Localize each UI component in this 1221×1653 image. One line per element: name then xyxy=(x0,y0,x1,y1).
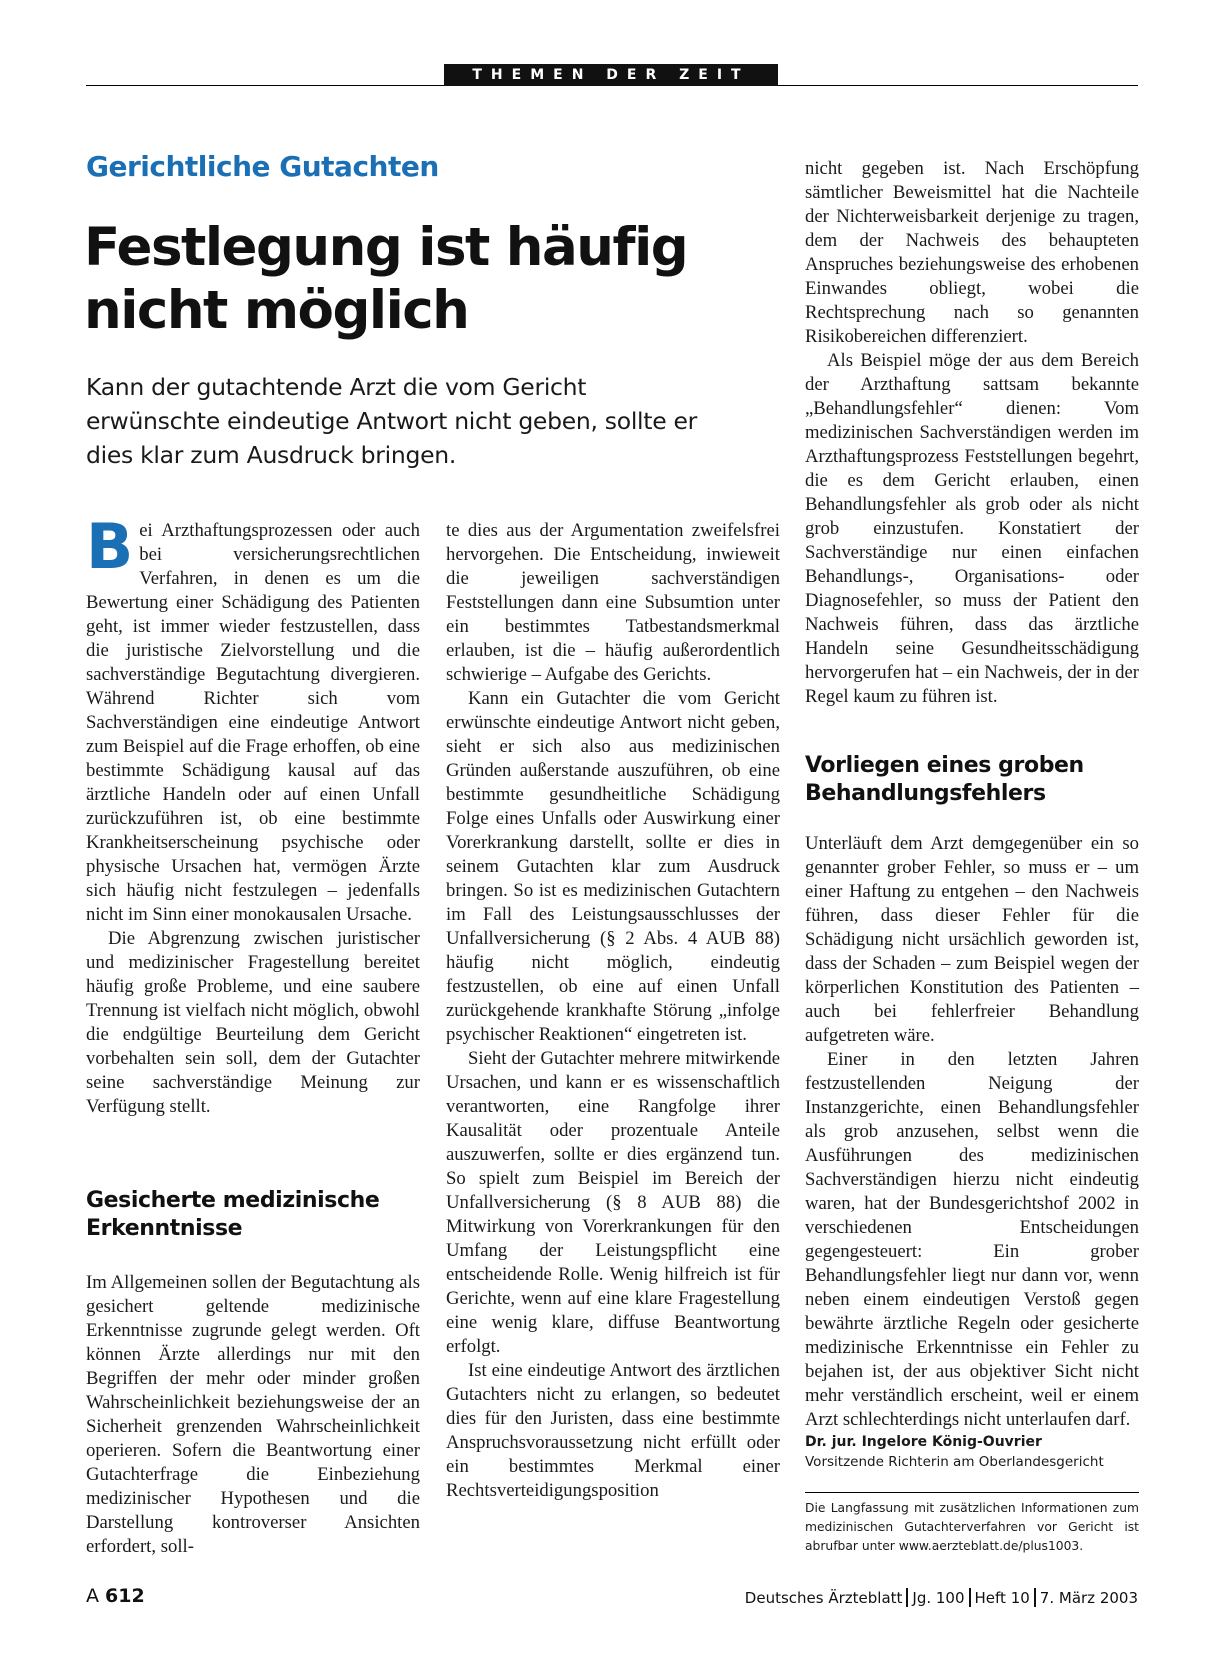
paragraph xyxy=(86,510,420,927)
paragraph: Ist eine eindeutige Antwort des ärztlichen Gutachters nicht zu erlangen, so bedeutet dies für den Juristen, dass eine bestimmte Anspruchsvoraussetzung nicht erfüllt oder ein bestimmtes Merkmal einer Rechtsverteidigungsposition xyxy=(446,1360,780,1501)
subheading-2: Vorliegen eines groben Behandlungsfehlers xyxy=(805,753,1084,806)
article-kicker: Gerichtliche Gutachten xyxy=(86,150,439,183)
subheading-1: Gesicherte medizinische Erkenntnisse xyxy=(86,1188,380,1241)
journal-issue: Heft 10 xyxy=(974,1589,1030,1607)
paragraph: Kann ein Gutachter die vom Gericht erwünschte eindeutige Antwort nicht geben, sieht er sich also aus medizinischen Gründen außerstande auszuführen, ob eine bestimmte gesundheitliche Schädigung Folge eines Unfalls oder Auswirkung einer Vorerkrankung darstellt, sollte er dies in seinem Gutachten klar zum Ausdruck bringen. So ist es medizinischen Gutachtern im Fall des Leistungsausschlusses der Unfallversicherung (§ 2 Abs. 4 AUB 88) häufig nicht möglich, eindeutig festzustellen, ob eine auf einen Unfall zurückgehende krankhafte Störung „infolge psychischer Reaktionen“ eingetreten ist. xyxy=(446,688,780,1045)
page-number-value: 612 xyxy=(105,1585,145,1607)
article-lead: Kann der gutachtende Arzt die vom Gericht erwünschte eindeutige Antwort nicht geben, sollte er dies klar zum Ausdruck bringen. xyxy=(86,373,698,469)
page-prefix: A xyxy=(86,1585,99,1607)
paragraph: Sieht der Gutachter mehrere mitwirkende Ursachen, und kann er es wissenschaftlich verantworten, eine Rangfolge ihrer Kausalität oder prozentuale Anteile auszuwerfen, sollte er dies ergänzend tun. So spielt zum Beispiel im Bereich der Unfallversicherung (§ 8 AUB 88) die Mitwirkung von Vorerkrankungen für den Umfang der Leistungspflicht eine entscheidende Rolle. Wenig hilfreich ist für Gerichte, wenn auf eine klare Fragestellung eine wenig klare, diffuse Beantwortung erfolgt. xyxy=(446,1048,780,1357)
column-1-continued xyxy=(86,1271,420,1559)
drop-cap: B xyxy=(86,510,134,583)
author-name: Dr. jur. Ingelore König-Ouvrier xyxy=(805,1434,1042,1450)
separator xyxy=(1034,1588,1036,1607)
paragraph: Die Abgrenzung zwischen juristischer und medizinischer Fragestellung bereitet häufig große Probleme, und eine saubere Trennung ist vielfach nicht möglich, obwohl die endgültige Beurteilung dem Gericht vorbehalten sein soll, dem der Gutachter seine sachverständige Meinung zur Verfügung stellt. xyxy=(86,928,420,1117)
column-1 xyxy=(86,510,420,1119)
separator xyxy=(906,1588,908,1607)
paragraph: Einer in den letzten Jahren festzustellenden Neigung der Instanzgerichte, einen Behandlungsfehler als grob anzusehen, selbst wenn die Ausführungen des medizinischen Sachverständigen hierzu nicht eindeutig waren, hat der Bundesgerichtshof 2002 in verschiedenen Entscheidungen gegengesteuert: Ein grober Behandlungsfehler liegt nur dann vor, wenn neben einem eindeutigen Verstoß gegen bewährte ärztliche Regeln oder gesicherte medizinische Erkenntnisse ein Fehler zu bejahen ist, der aus objektiver Sicht nicht mehr verständlich erscheint, weil er einem Arzt schlechterdings nicht unterlaufen darf. xyxy=(805,1049,1139,1430)
author-role: Vorsitzende Richterin am Oberlandesgericht xyxy=(805,1454,1104,1470)
separator xyxy=(969,1588,971,1607)
paragraph: Im Allgemeinen sollen der Begutachtung als gesichert geltende medizinische Erkenntnisse zugrunde gelegt werden. Oft können Ärzte allerdings nur mit den Begriffen der mehr oder minder großen Wahrscheinlichkeit beziehungsweise der an Sicherheit grenzenden Wahrscheinlichkeit operieren. Sofern die Beantwortung einer Gutachterfrage die Einbeziehung medizinischer Hypothesen und die Darstellung kontroverser Ansichten erfordert, soll- xyxy=(86,1272,420,1557)
paragraph-text: ei Arzthaftungsprozessen oder auch bei versicherungsrechtlichen Verfahren, in denen es um die Bewertung einer Schädigung des Patienten geht, ist immer wieder festzustellen, dass die juristische Zielvorstellung und die sachverständige Begutachtung divergieren. Während Richter sich vom Sachverständigen eine eindeutige Antwort zum Beispiel auf die Frage erhoffen, ob eine bestimmte Schädigung kausal auf das ärztliche Handeln oder auf einen Unfall zurückzuführen ist, ob eine bestimmte Krankheitserscheinung psychische oder physische Ursachen hat, vermögen Ärzte sich häufig nicht festzulegen – jedenfalls nicht im Sinn einer monokausalen Ursache. xyxy=(86,520,420,925)
journal-footer xyxy=(745,1588,1138,1607)
journal-volume: Jg. 100 xyxy=(912,1589,965,1607)
article-headline xyxy=(84,216,784,342)
paragraph: Unterläuft dem Arzt demgegenüber ein so genannter grober Fehler, so muss er – um einer Haftung zu entgehen – den Nachweis führen, dass dieser Fehler für die Schädigung nicht ursächlich geworden ist, dass der Schaden – zum Beispiel wegen der körperlichen Konstitution des Patienten – auch bei fehlerfreier Behandlung aufgetreten wäre. xyxy=(805,833,1139,1046)
column-3 xyxy=(805,157,1139,709)
paragraph: te dies aus der Argumentation zweifelsfrei hervorgehen. Die Entscheidung, inwieweit die jeweiligen sachverständigen Feststellungen dann eine Subsumtion unter ein bestimmtes Tatbestandsmerkmal erlauben, ist die – häufig außerordentlich schwierige – Aufgabe des Gerichts. xyxy=(446,520,780,685)
headline-line-1: Festlegung ist häufig xyxy=(84,217,688,278)
journal-name: Deutsches Ärzteblatt xyxy=(744,1589,903,1607)
column-2 xyxy=(446,519,780,1503)
info-box: Die Langfassung mit zusätzlichen Informationen zum medizinischen Gutachterverfahren vor Gericht ist abrufbar unter www.aerzteblatt.de/plus1003. xyxy=(805,1492,1139,1556)
column-3-continued xyxy=(805,832,1139,1472)
journal-date: 7. März 2003 xyxy=(1039,1589,1138,1607)
paragraph: nicht gegeben ist. Nach Erschöpfung sämtlicher Beweismittel hat die Nachteile der Nichterweisbarkeit derjenige zu tragen, dem der Nachweis des behaupteten Anspruches beziehungsweise des erhobenen Einwandes obliegt, wobei die Rechtsprechung nach so genannten Risikobereichen differenziert. xyxy=(805,158,1139,347)
headline-line-2: nicht möglich xyxy=(84,280,469,341)
paragraph: Als Beispiel möge der aus dem Bereich der Arzthaftung sattsam bekannte „Behandlungsfehler“ dienen: Vom medizinischen Sachverständigen werden im Arzthaftungsprozess Feststellungen begehrt, die es dem Gericht erlauben, einen Behandlungsfehler als grob oder als nicht grob einzustufen. Konstatiert der Sachverständige nur einen einfachen Behandlungs-, Organisations- oder Diagnosefehler, so muss der Patient den Nachweis führen, dass das ärztliche Handeln seine Gesundheitsschädigung hervorgerufen hat – ein Nachweis, der in der Regel kaum zu führen ist. xyxy=(805,350,1139,707)
page-number xyxy=(86,1585,145,1607)
section-banner: THEMEN DER ZEIT xyxy=(444,64,778,86)
